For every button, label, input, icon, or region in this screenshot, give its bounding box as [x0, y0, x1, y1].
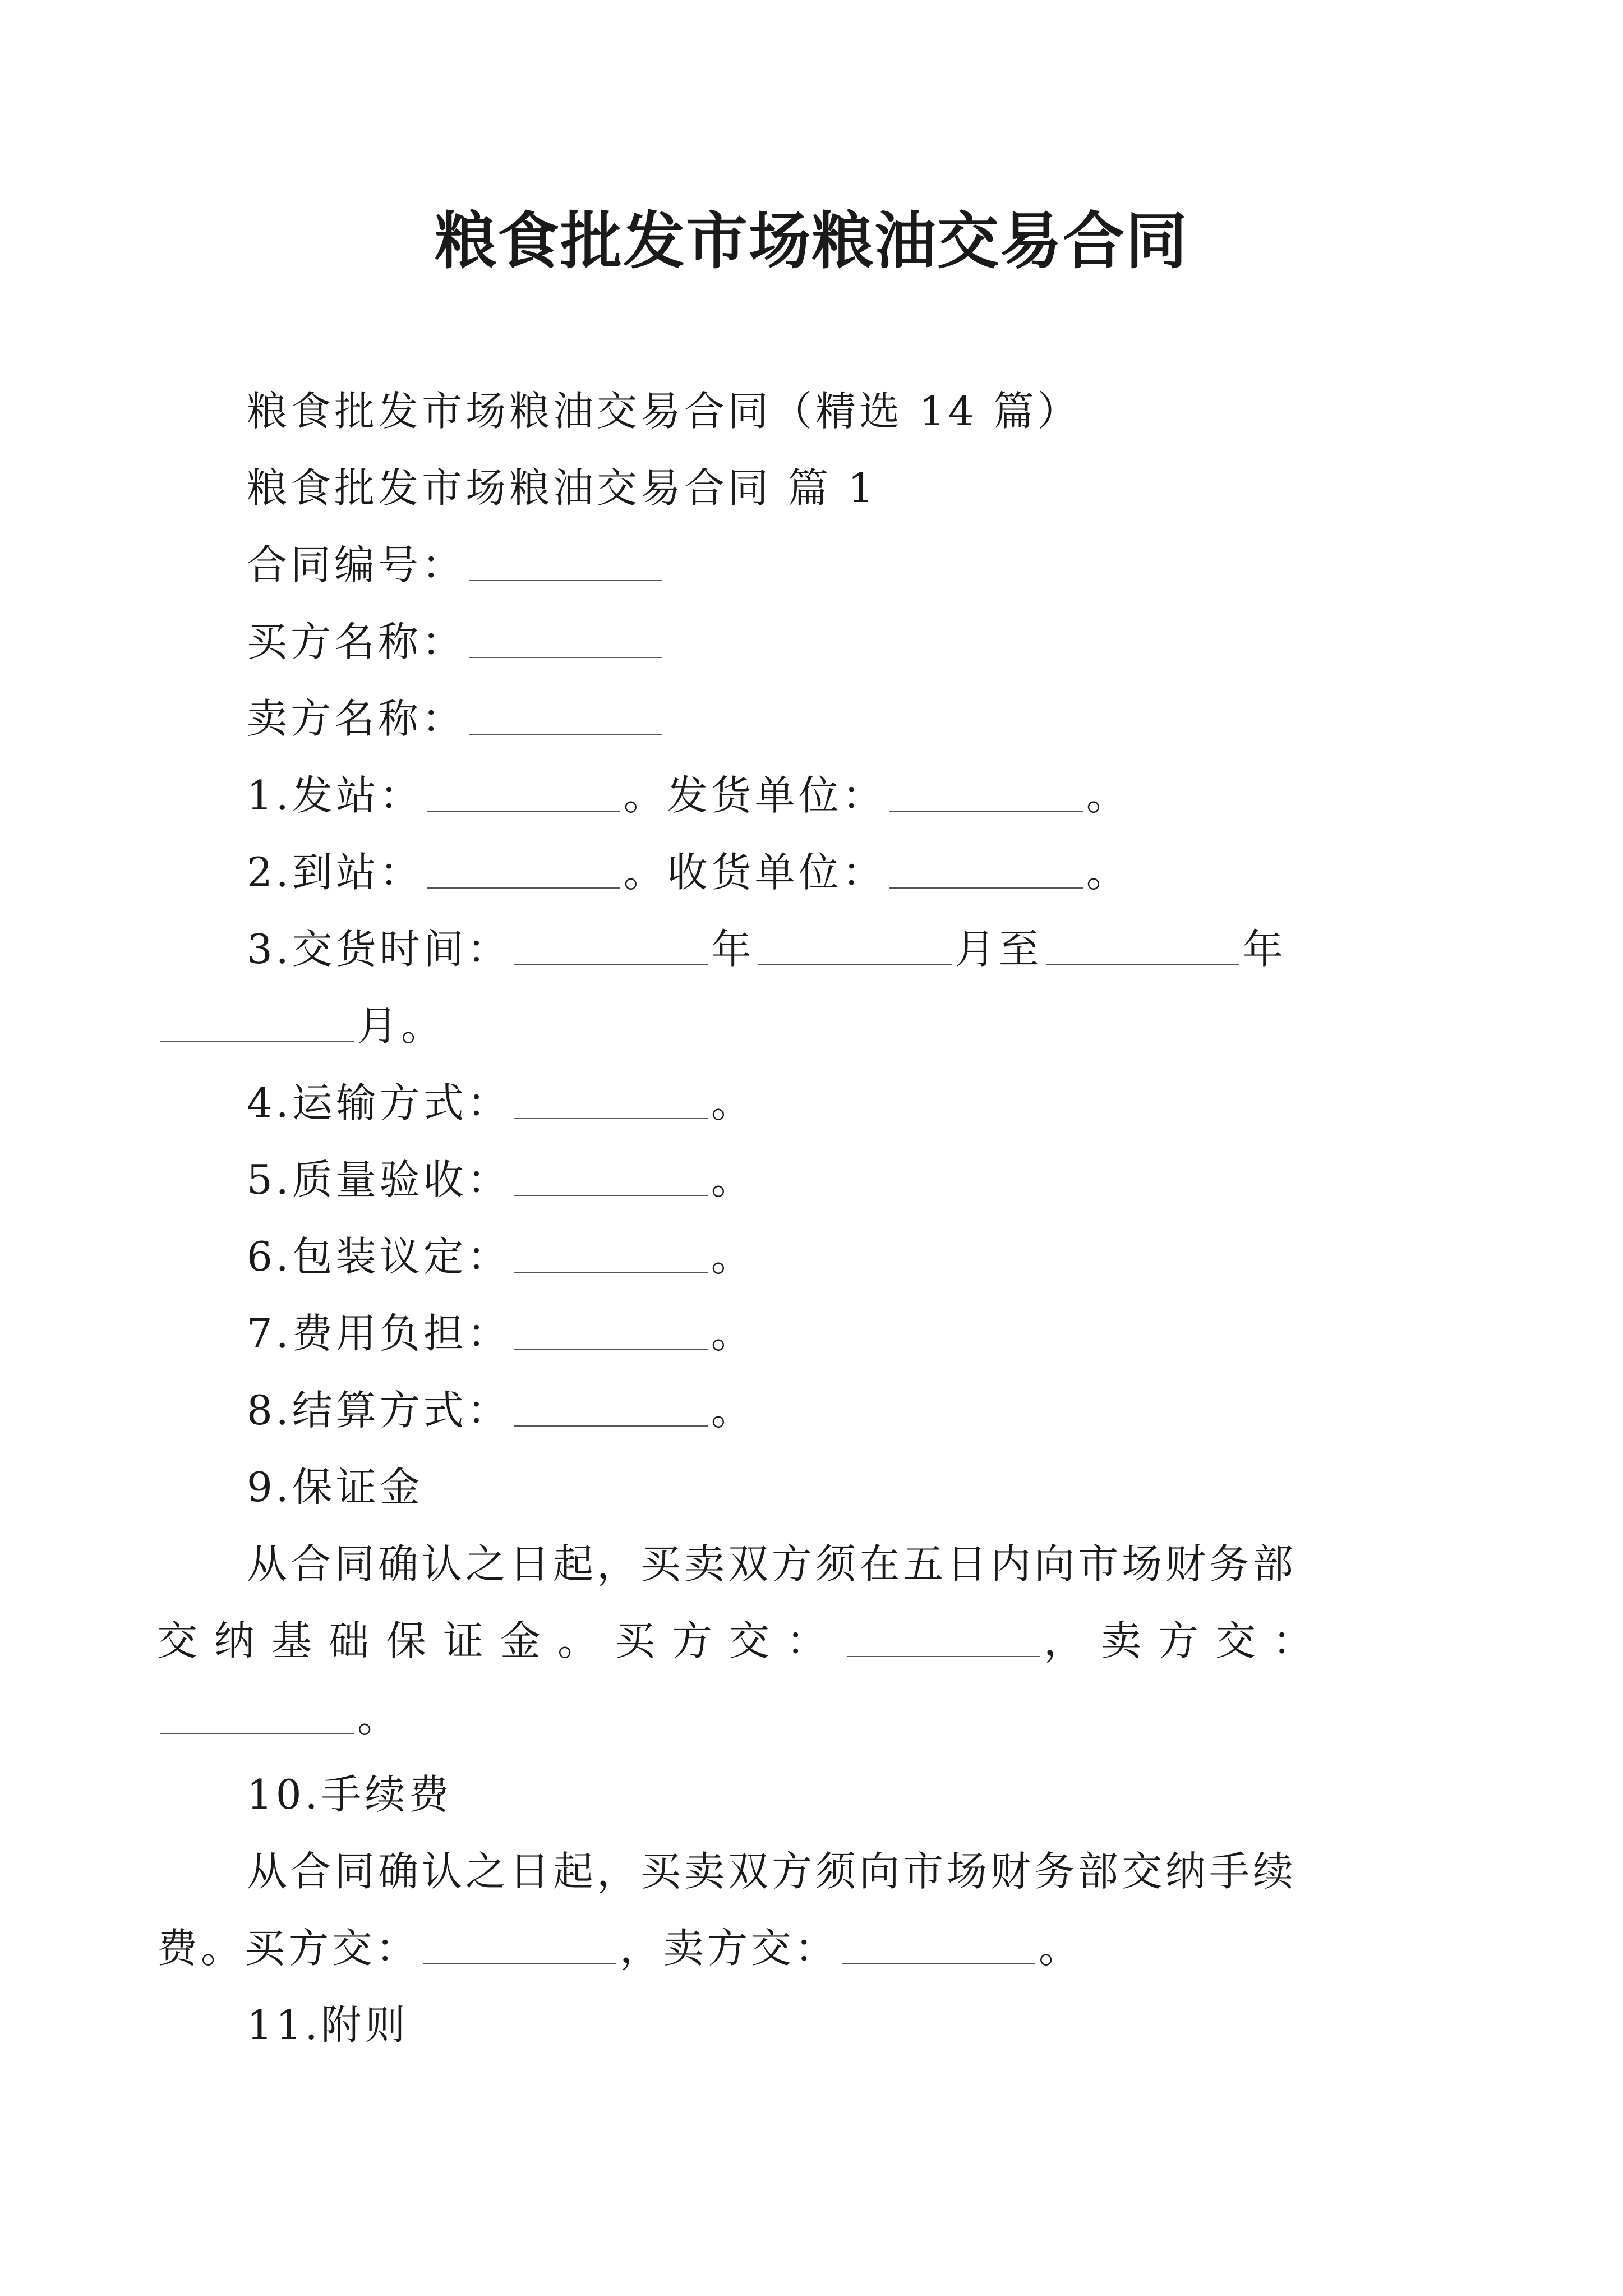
item-4-label: 4.运输方式： — [247, 1079, 511, 1126]
blank — [160, 1007, 354, 1042]
item-10-text-2 — [157, 1910, 1380, 1987]
item-5 — [247, 1142, 1380, 1218]
blank — [514, 1084, 708, 1119]
item-2 — [247, 834, 1380, 911]
blank — [889, 854, 1083, 889]
item-6-label: 6.包装议定： — [247, 1233, 511, 1280]
item-5-label: 5.质量验收： — [247, 1156, 511, 1203]
item-3-label: 3.交货时间： — [247, 926, 511, 973]
buyer-blank — [469, 623, 662, 658]
seller-blank — [469, 700, 662, 735]
seller-label: 卖方名称： — [247, 695, 466, 742]
item-3 — [247, 911, 1380, 988]
subtitle: 粮食批发市场粮油交易合同（精选 14 篇） — [247, 388, 1081, 435]
blank — [889, 777, 1083, 812]
item-7 — [247, 1295, 1380, 1372]
blank — [847, 1622, 1040, 1657]
month-to-label: 月至 — [955, 926, 1043, 973]
year-label: 年 — [711, 926, 755, 973]
blank — [514, 931, 708, 965]
buyer-pays-label: 交纳基础保证金。买方交： — [157, 1617, 844, 1664]
contract-no-label: 合同编号： — [247, 541, 466, 588]
item-2-label: 2.到站： — [247, 849, 423, 896]
item-1 — [247, 757, 1380, 834]
period: 。 — [711, 1156, 755, 1203]
period: 。 — [1086, 849, 1130, 896]
item-10-heading: 10.手续费 — [247, 1771, 453, 1818]
seller-pays-label: ，卖方交： — [620, 1925, 839, 1972]
seller-line — [247, 680, 1380, 757]
item-2-label-b: 。收货单位： — [623, 849, 886, 896]
month-label: 月。 — [357, 1002, 445, 1050]
item-8 — [247, 1372, 1380, 1449]
buyer-label: 买方名称： — [247, 618, 466, 665]
blank — [423, 1930, 616, 1964]
year-label: 年 — [1242, 926, 1287, 973]
period: 。 — [711, 1233, 755, 1280]
blank — [427, 777, 620, 812]
contract-no-blank — [469, 546, 662, 581]
item-11-heading: 11.附则 — [247, 2001, 409, 2049]
blank — [842, 1930, 1035, 1964]
item-3-cont — [157, 988, 1380, 1065]
blank — [514, 1315, 708, 1350]
period: 。 — [711, 1387, 755, 1434]
blank — [1046, 931, 1239, 965]
period: 。 — [1039, 1925, 1083, 1972]
item-9-heading: 9.保证金 — [247, 1464, 423, 1511]
item-4 — [247, 1065, 1380, 1142]
item-1-label-b: 。发货单位： — [623, 772, 886, 819]
blank — [514, 1161, 708, 1196]
period: 。 — [1086, 772, 1130, 819]
blank — [514, 1238, 708, 1273]
item-8-label: 8.结算方式： — [247, 1387, 511, 1434]
period: 。 — [711, 1310, 755, 1357]
blank — [514, 1392, 708, 1427]
seller-pays-label: ，卖方交： — [1044, 1617, 1330, 1664]
item-6 — [247, 1218, 1380, 1295]
blank — [160, 1699, 354, 1734]
document-body — [157, 373, 1380, 2064]
blank — [427, 854, 620, 889]
blank — [758, 931, 952, 965]
item-9-text-2 — [157, 1603, 1330, 1680]
item-7-label: 7.费用负担： — [247, 1310, 511, 1357]
period: 。 — [357, 1694, 402, 1741]
section-heading: 粮食批发市场粮油交易合同 篇 1 — [247, 464, 877, 512]
buyer-line — [247, 604, 1380, 680]
item-10-text-1: 从合同确认之日起，买卖双方须向市场财务部交纳手续 — [247, 1848, 1297, 1895]
buyer-pays-label: 费。买方交： — [157, 1925, 420, 1972]
item-9-text-1: 从合同确认之日起，买卖双方须在五日内向市场财务部 — [247, 1540, 1297, 1588]
item-1-label: 1.发站： — [247, 772, 423, 819]
period: 。 — [711, 1079, 755, 1126]
document-title: 粮食批发市场粮油交易合同 — [435, 205, 1188, 277]
item-9-text-3 — [157, 1680, 1380, 1756]
contract-no-line — [247, 527, 1380, 604]
